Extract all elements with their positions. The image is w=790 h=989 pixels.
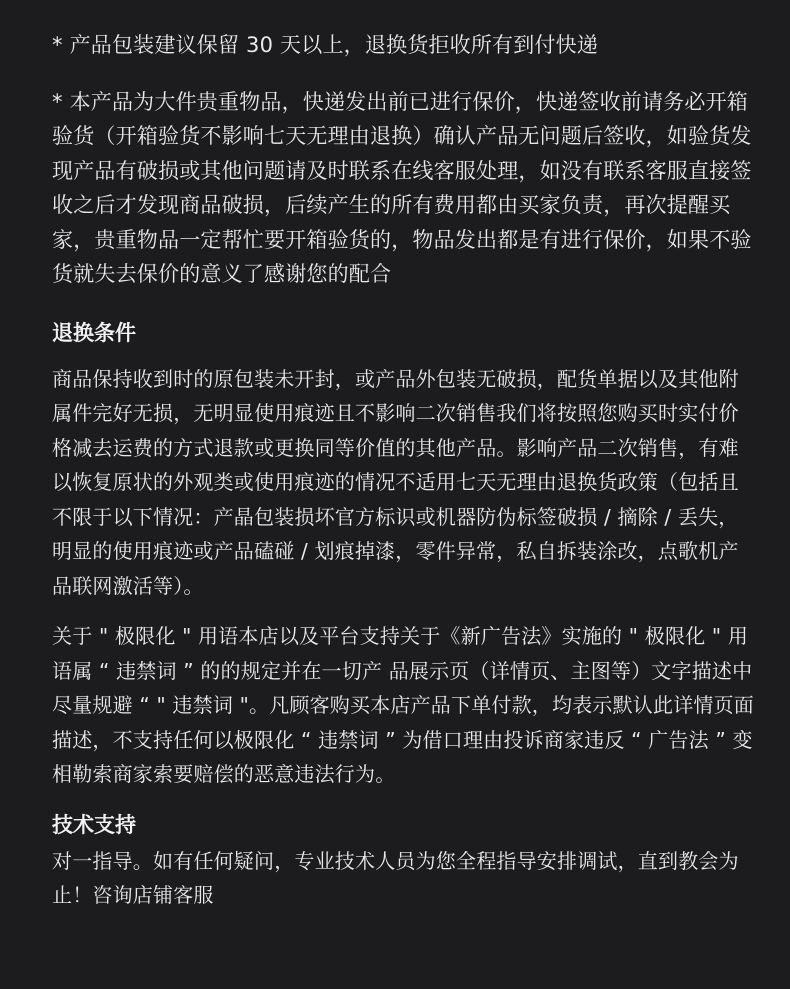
tech-support-paragraph: 对一指导。如有任何疑问，专业技术人员为您全程指导安排调试，直到教会为止！咨询店铺客服	[52, 848, 739, 907]
advertising-law-paragraph: 关于 " 极限化 " 用语本店以及平台支持关于《新广告法》实施的 " 极限化 " 用语属 “ 违禁词 ” 的的规定并在一切产 品展示页（详情页、主图等）文字描述中尽量规避 “ " 违禁词 "。凡顾客购买本店产品下单付款，均表示默认此详情页面描述，不支持任何以极限化 “ 违禁词 ” 为借口理由投诉商家违反 “ 广告法 ” 变相勒索商家索要赔偿的恶意违法行为。	[52, 624, 754, 786]
tech-support-heading: 技术支持	[52, 812, 136, 837]
packaging-note: * 产品包装建议保留 30 天以上，退换货拒收所有到付快递	[52, 33, 599, 57]
return-conditions-paragraph: 商品保持收到时的原包装未开封，或产品外包装无破损，配货单据以及其他附属件完好无损，无明显使用痕迹且不影响二次销售我们将按照您购买时实付价格减去运费的方式退款或更换同等价值的其他产品。影响产品二次销售，有难以恢复原状的外观类或使用痕迹的情况不适用七天无理由退换货政策（包括且不限于以下情况：产晶包装损坏官方标识或机器防伪标签破损 / 摘除 / 丢失，明显的使用痕迹或产品磕碰 / 划痕掉漆，零件异常，私自拆装涂改，点歌机产品联网激活等）。	[52, 366, 739, 598]
inspection-note: * 本产品为大件贵重物品，快递发出前已进行保价，快递签收前请务必开箱验货（开箱验货不影响七天无理由退换）确认产品无问题后签收，如验货发现产品有破损或其他问题请及时联系在线客服处理，如没有联系客服直接签收之后才发现商品破损，后续产生的所有费用都由买家负责，再次提醒买家，贵重物品一定帮忙要开箱验货的，物品发出都是有进行保价，如果不验货就失去保价的意义了感谢您的配合	[52, 89, 752, 286]
return-conditions-heading: 退换条件	[52, 320, 136, 345]
